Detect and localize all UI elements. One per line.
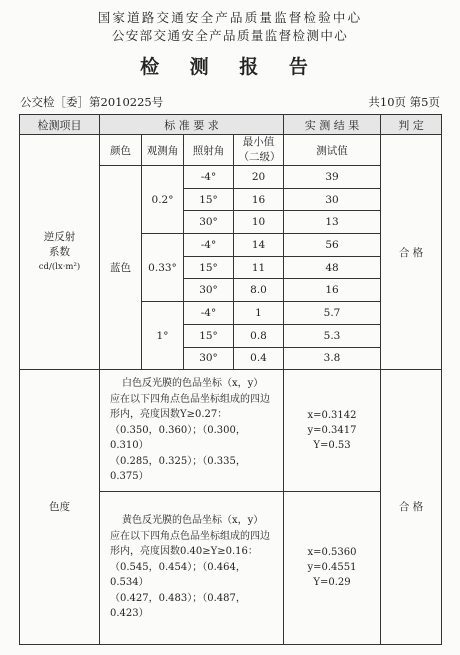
- chroma-yellow-x: x=0.5360: [307, 547, 357, 559]
- ent-angle-cell: 30°: [184, 347, 234, 370]
- min-value-cell: 11: [234, 256, 284, 279]
- obs-angle-cell: 0.33°: [142, 234, 184, 302]
- ent-angle-cell: -4°: [184, 302, 234, 325]
- min-value-cell: 0.8: [234, 324, 284, 347]
- chroma-yellow-y: y=0.4551: [307, 562, 357, 574]
- min-value-cell: 1: [234, 302, 284, 325]
- subheader-color: 颜色: [100, 135, 142, 166]
- retro-unit: cd/(lx·m²): [38, 262, 81, 273]
- test-value-cell: 5.7: [284, 302, 381, 325]
- min-value-cell: 14: [234, 234, 284, 257]
- table-header-row: [20, 115, 442, 135]
- col-header-verdict: 判 定: [381, 115, 442, 135]
- chroma-yellow-Y: Y=0.29: [313, 577, 351, 589]
- retro-item-name: 逆反射系数: [43, 231, 76, 259]
- org-name-line1: 国家道路交通安全产品质量监督检验中心: [97, 10, 363, 25]
- subheader-row: [20, 135, 442, 166]
- test-value-cell: 30: [284, 188, 381, 211]
- test-value-cell: 56: [284, 234, 381, 257]
- min-value-cell: 10: [234, 211, 284, 234]
- ent-angle-cell: 15°: [184, 324, 234, 347]
- ent-angle-cell: 15°: [184, 256, 234, 279]
- subheader-obs-angle: 观测角: [142, 135, 184, 166]
- test-value-cell: 5.3: [284, 324, 381, 347]
- subheader-test-value: 测试值: [284, 135, 381, 166]
- col-header-result: 实 测 结 果: [284, 115, 381, 135]
- chroma-white-Y: Y=0.53: [313, 439, 351, 451]
- test-value-cell: 13: [284, 211, 381, 234]
- retro-color: 蓝色: [100, 166, 142, 370]
- chroma-white-y: y=0.3417: [307, 424, 357, 436]
- chroma-white-intro: 白色反光膜的色品坐标（x，y）应在以下四角点色品坐标组成的四边形内，亮度因数Y≥0.27：: [110, 378, 270, 421]
- ent-angle-cell: 30°: [184, 211, 234, 234]
- ent-angle-cell: 30°: [184, 279, 234, 302]
- col-header-standard: 标 准 要 求: [100, 115, 284, 135]
- page-number: 共10页 第5页: [368, 95, 440, 109]
- retro-verdict: 合 格: [381, 135, 442, 370]
- min-value-cell: 16: [234, 188, 284, 211]
- min-value-cell: 0.4: [234, 347, 284, 370]
- report-table: [19, 114, 442, 645]
- report-title: 检 测 报 告: [140, 56, 320, 78]
- chroma-yellow-result: [284, 491, 381, 644]
- test-value-cell: 3.8: [284, 347, 381, 370]
- min-value-cell: 20: [234, 166, 284, 189]
- chroma-yellow-points-1: （0.545，0.454）；（0.464，0.534）: [110, 561, 246, 589]
- org-name-line2: 公安部交通安全产品质量监督检测中心: [111, 28, 349, 43]
- ent-angle-cell: -4°: [184, 166, 234, 189]
- retro-item-cell: [20, 135, 100, 370]
- ent-angle-cell: 15°: [184, 188, 234, 211]
- chroma-yellow-intro: 黄色反光膜的色品坐标（x，y）应在以下四角点色品坐标组成的四边形内，亮度因数0.40≥Y≥0.16：: [110, 515, 270, 558]
- subheader-ent-angle: 照射角: [184, 135, 234, 166]
- chroma-white-requirement: [100, 370, 284, 492]
- test-value-cell: 16: [284, 279, 381, 302]
- obs-angle-cell: 1°: [142, 302, 184, 370]
- chroma-white-row: [20, 370, 442, 492]
- col-header-item: 检测项目: [20, 115, 100, 135]
- min-value-cell: 8.0: [234, 279, 284, 302]
- chroma-white-result: [284, 370, 381, 492]
- chroma-item-name: 色度: [20, 370, 100, 645]
- report-number: 公交检［委］第2010225号: [20, 95, 164, 109]
- chroma-white-points-2: （0.285，0.325）；（0.335，0.375）: [110, 455, 246, 483]
- subheader-min-value: 最小值（二级）: [234, 135, 284, 166]
- chroma-white-points-1: （0.350，0.360）；（0.300，0.310）: [110, 424, 246, 452]
- chroma-yellow-points-2: （0.427，0.483）；（0.487，0.423）: [110, 592, 246, 620]
- test-value-cell: 39: [284, 166, 381, 189]
- chroma-verdict: 合 格: [381, 370, 442, 645]
- obs-angle-cell: 0.2°: [142, 166, 184, 234]
- chroma-yellow-requirement: [100, 491, 284, 644]
- test-value-cell: 48: [284, 256, 381, 279]
- ent-angle-cell: -4°: [184, 234, 234, 257]
- chroma-white-x: x=0.3142: [307, 409, 357, 421]
